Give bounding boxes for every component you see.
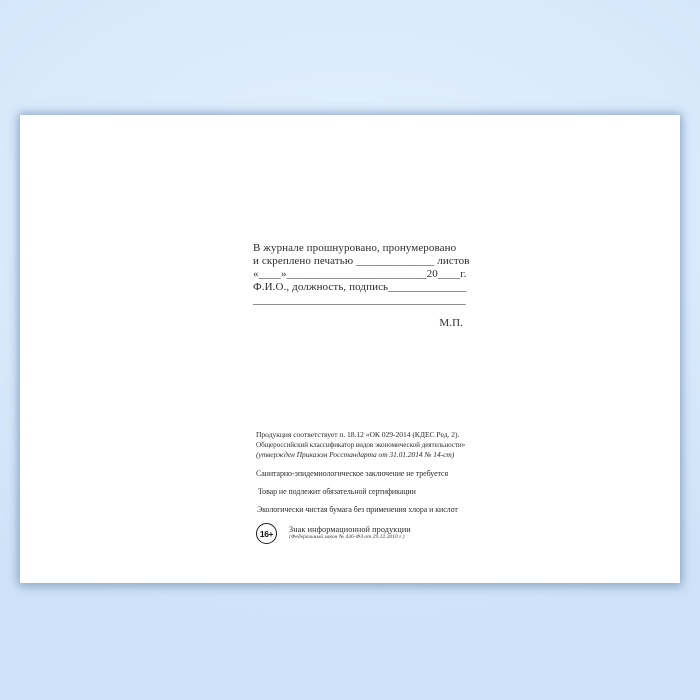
stamp-line-3: «____»_________________________20____г. bbox=[253, 268, 467, 280]
seal-place-mark: М.П. bbox=[439, 317, 463, 329]
compliance-line-1: Продукция соответствует п. 18.12 «ОК 029-2014 (КДЕС Ред. 2). bbox=[256, 430, 460, 439]
stamp-line-1: В журнале прошнуровано, пронумеровано bbox=[253, 242, 457, 254]
stamp-line-5: ______________________________________ bbox=[253, 294, 466, 306]
stamp-line-4: Ф.И.О., должность, подпись______________ bbox=[253, 281, 467, 293]
journal-back-cover-page bbox=[20, 115, 680, 583]
information-product-sign bbox=[256, 522, 486, 544]
info-sign-text bbox=[289, 522, 411, 541]
compliance-line-2: Общероссийский классификатор видов экономической деятельности» bbox=[256, 441, 466, 449]
binding-stamp-block bbox=[253, 242, 470, 330]
age-16-plus-label: 16+ bbox=[259, 528, 274, 539]
certification-note: Товар не подлежит обязательной сертификации bbox=[258, 487, 416, 496]
eco-paper-note: Экологически чистая бумага без применения хлора и кислот bbox=[257, 505, 458, 514]
stamp-line-2: и скреплено печатью ______________ листов bbox=[253, 255, 470, 267]
sanitary-note: Санитарно-эпидемиологическое заключение не требуется bbox=[256, 469, 449, 478]
certification-block bbox=[256, 430, 486, 544]
info-sign-title: Знак информационной продукции bbox=[289, 525, 411, 534]
age-16-plus-icon bbox=[256, 523, 277, 544]
compliance-line-3: (утвержден Приказом Росстандарта от 31.01.2014 № 14-ст) bbox=[256, 450, 455, 459]
info-sign-subtitle: (Федеральный закон № 436-ФЗ от 29.12.2010 г.) bbox=[289, 534, 405, 540]
